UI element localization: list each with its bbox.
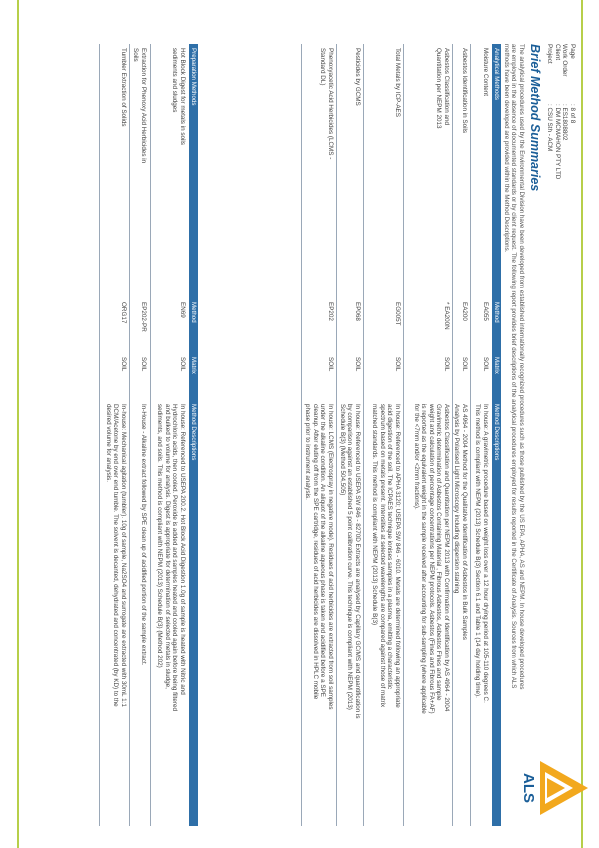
analytical-row-matrix: SOIL [354,357,361,372]
analytical-row-method: EA055 [482,302,489,321]
client-label: Client [553,44,561,61]
analytical-row-description: Gravimetric determination of Asbestos Containing Material , Fibrous Asbestos, Asbestos Fines and sample [435,404,443,701]
analytical-row-description: phase prior to instrument analysis. [304,404,312,500]
preparation-row-divider [99,44,100,826]
analytical-row-name: Quantitation per NEPM 2013 [435,48,443,129]
analytical-row-divider [452,44,453,826]
analytical-methods-header [492,44,501,826]
preparation-row-name: Tumbler Extraction of Solids [120,48,127,127]
page-label: Page [569,44,576,59]
analytical-row-name: Standard DL) [319,48,327,86]
preparation-row-matrix: SOIL [179,357,186,372]
analytical-col-name: Analytical Methods [493,48,500,100]
analytical-row-description: This method is compliant with NEPM (2013) Schedule B(3) Section 6.1 and Table 1 (14 day holding time). [474,404,482,698]
preparation-row-matrix: SOIL [140,357,147,372]
work-order-label: Work Order [561,44,569,77]
analytical-row-description: under the alkaline condition. An aliquot of the alkaline aqueous phase is taken and acidified before a SPE [319,404,327,698]
analytical-row-name: Phenoxyacetic Acid Herbicides (LCMS - [327,48,334,160]
analytical-row-description: spectrum based on metals present. Intensities at selected wavelengths are compared against those of matrix [378,404,386,708]
project-label: Project [546,44,554,64]
preparation-row-matrix: SOIL [120,357,127,372]
work-order-value: : ES1808802 [561,104,569,141]
work-order-row [561,44,569,179]
preparation-row-method: ORG17 [120,302,127,324]
preparation-row-name: sediments and sludges [171,48,179,113]
preparation-col-name: Preparation Methods [190,48,197,106]
client-value: : DM MCMAHON PTY LTD [553,104,561,180]
preparation-row-name: Extraction for Phenoxy Acid Herbicides in [140,48,147,164]
bottom-accent-bar [17,0,19,848]
preparation-row-divider [129,44,130,826]
preparation-col-method: Method [190,302,197,323]
preparation-row-description: In-house: Mechanical agitation (tumbler). 10g of sample, Na2SO4 and surrogate are extracted with 30mL 1:1 [120,404,127,707]
analytical-row-method: * EA200N [443,302,450,330]
analytical-col-matrix: Matrix [493,357,500,374]
analytical-row-description: In house: A gravimetric procedure based on weight loss over a 12 hour drying period at 105-110 degrees C. [482,404,489,703]
analytical-row-divider [403,44,404,826]
report-info [546,44,576,179]
preparation-methods-header [189,44,198,826]
analytical-row-divider [470,44,471,826]
top-accent-bar [581,0,583,848]
intro-paragraph: The analytical procedures used by the Environmental Division have been developed from established internationally recognized procedures such as those published by the US EPA, APHA, AS and NEPM. In house developed procedures are employed in the absence of documented standards or by client request. The following report provides brief descriptions of the analytical procedures employed for results reported in the Certificate of Analysis. Sources from which ALS methods have been developed are provided within the Method Descriptions. [502,44,525,690]
analytical-row-description: AS 4964 - 2004 Method for the Qualitative Identification of Asbestos in Bulk Samples [461,404,468,640]
preparation-row-description: In house: Referenced to USEPA 200.2. Hot Block Acid Digestion 1.0g of sample is heated with Nitric and [179,404,186,695]
preparation-row-name: Hot Block Digest for metals in soils [179,48,186,145]
analytical-col-method: Method [493,302,500,323]
project-value: : CSU Sth - ACM [546,104,554,152]
als-logo [518,758,590,818]
page-title: Brief Method Summaries [528,44,542,192]
analytical-row-description: cleanup. After eluting off from the SPE cartridge, residues of acid herbicides are dissolved in HPLC mobile [311,404,319,700]
client-row [553,44,561,179]
analytical-row-description: In house: LCMS (Electrospray in negative mode). Residues of acid herbicides are extracted from soil samples [327,404,334,710]
preparation-row-description: and bulked to volume for analysis. Digest is appropriate for determination of selected metals in sludge, [163,404,171,689]
analytical-row-method: EP068 [354,302,361,321]
analytical-row-method: EA200 [461,302,468,321]
analytical-row-description: is reported as the equivalent weight in the sample received after accounting for sub-sampling (where applicable [420,404,428,714]
analytical-row-matrix: SOIL [482,357,489,372]
analytical-row-name: Pesticides by GCMS [354,48,361,106]
analytical-row-matrix: SOIL [327,357,334,372]
preparation-row-divider [150,44,151,826]
analytical-row-description: Schedule B(3) (Method 504,505) [338,404,346,496]
analytical-row-method: EG005T [394,302,401,326]
analytical-row-description: Asbestos Classification and Quantitation per NEPM 2013 with Confirmation of Identification by AS 4964 - 2004 [443,404,450,712]
analytical-row-matrix: SOIL [461,357,468,372]
page-row [568,44,576,179]
preparation-col-desc: Method Descriptions [190,404,197,461]
logo-text: ALS [520,773,537,803]
analytical-row-description: In house: Referenced to USEPA SW 846 - 8270D Extracts are analysed by Capillary GC/MS and quantification is [354,404,361,719]
preparation-row-description: Hydrochloric acids, then cooled. Peroxide is added and samples heated and cooled again before being filtered [171,404,179,711]
preparation-col-matrix: Matrix [190,357,197,374]
preparation-row-method: EP202-PR [140,302,147,332]
analytical-row-description: Analysis by Polarised Light Microscopy including dispersion staining [453,404,461,594]
preparation-row-description: In-House - Alkaline extract followed by SPE clean up of acidified portion of the sample extract. [140,404,147,666]
analytical-row-description: weight and calculation of percentage concentrations per NEPM protocols. Asbestos (Fines and Fibrous FA+AF) [427,404,435,714]
preparation-row-description: DCM/Acetone by end over end tumble. The solvent is decanted, dehydrated and concentrated (by KD) to the [112,404,120,707]
analytical-row-matrix: SOIL [443,357,450,372]
analytical-row-name: Asbestos Identification in Soils [461,48,468,134]
project-row [546,44,554,179]
analytical-row-method: EP202 [327,302,334,321]
analytical-row-description: In house: Referenced to APHA 3120; USEPA SW 846 - 6010. Metals are determined following an appropriate [394,404,401,708]
preparation-row-name: Soils [132,48,140,62]
analytical-row-name: Asbestos Classification and [443,48,450,126]
analytical-row-name: Total Metals by ICP-AES [394,48,401,117]
analytical-col-desc: Method Descriptions [493,404,500,461]
analytical-row-divider [336,44,337,826]
analytical-row-description: for the <7mm and/or <2mm fractions). [412,404,420,510]
analytical-row-matrix: SOIL [394,357,401,372]
preparation-row-description: sediments, and soils. This method is compliant with NEPM (2013) Schedule B(3) (Method 202) [156,404,164,668]
analytical-row-divider [363,44,364,826]
page-value: : 8 of 8 [569,104,576,124]
analytical-row-description: acid digestion of the soil. The ICPAES technique ionises samples in a plasma, emitting a characteristic [386,404,394,690]
analytical-row-description: by comparison against an established 5 point calibration curve. This technique is compliant with NEPM (2013) [346,404,354,710]
preparation-row-method: EN69 [179,302,186,318]
analytical-row-divider [301,44,302,826]
analytical-row-name: Moisture Content [482,48,489,96]
preparation-row-description: desired volume for analysis. [104,404,112,483]
analytical-row-description: matched standards. This method is compliant with NEPM (2013) Schedule B(3) [371,404,379,626]
